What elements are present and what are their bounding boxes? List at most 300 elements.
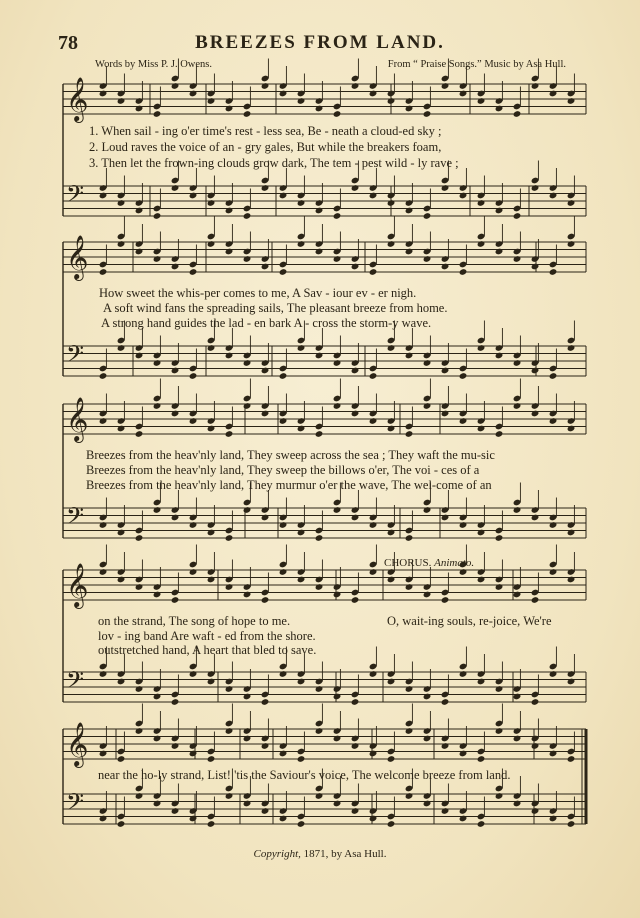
note-head — [549, 750, 558, 758]
note-head — [477, 240, 486, 248]
note-head — [387, 240, 396, 248]
note-head — [423, 110, 432, 118]
note-head — [279, 568, 288, 576]
note-head — [153, 110, 162, 118]
note-head — [171, 596, 180, 604]
note-head — [351, 184, 360, 192]
note-head — [405, 352, 414, 360]
note-head — [297, 97, 306, 105]
note-head — [477, 755, 486, 763]
note-head — [315, 534, 324, 542]
note-head — [531, 184, 540, 192]
note-head — [495, 105, 504, 113]
page-number: 78 — [58, 32, 78, 54]
note-head — [459, 372, 468, 380]
note-head — [279, 521, 288, 529]
note-head — [549, 417, 558, 425]
note-head — [423, 506, 432, 514]
chorus-lyric-line: O, wait-ing souls, re-joice, We're — [387, 614, 552, 628]
note-head — [513, 359, 522, 367]
note-head — [99, 521, 108, 529]
note-head — [351, 263, 360, 271]
note-head — [477, 97, 486, 105]
note-head — [279, 750, 288, 758]
note-head — [153, 402, 162, 410]
bass-clef: 𝄢 — [66, 502, 85, 535]
note-head — [279, 268, 288, 276]
note-head — [387, 576, 396, 584]
note-head — [261, 698, 270, 706]
note-head — [387, 425, 396, 433]
note-head — [135, 207, 144, 215]
note-head — [261, 807, 270, 815]
note-head — [225, 430, 234, 438]
note-head — [387, 678, 396, 686]
lyric-line: lov - ing band Are waft - ed from the shore. — [98, 629, 316, 643]
note-head — [459, 417, 468, 425]
note-head — [531, 698, 540, 706]
note-head — [261, 742, 270, 750]
lyric-line: near the ho-ly strand, List! 'tis the Saviour's voice, The welcome breeze from land. — [98, 768, 511, 782]
note-head — [171, 263, 180, 271]
note-head — [405, 105, 414, 113]
note-head — [567, 199, 576, 207]
note-head — [297, 199, 306, 207]
note-head — [513, 693, 522, 701]
note-head — [279, 90, 288, 98]
lyric-line: 2. Loud raves the voice of an - gry gales, But while the breakers foam, — [89, 140, 442, 154]
note-head — [369, 568, 378, 576]
lyric-line: Breezes from the heav'nly land, They sweep the billows o'er, The voi - ces of a — [86, 463, 480, 477]
note-head — [333, 255, 342, 263]
note-head — [261, 514, 270, 522]
note-head — [477, 678, 486, 686]
note-head — [405, 792, 414, 800]
note-head — [243, 735, 252, 743]
note-head — [423, 359, 432, 367]
note-head — [99, 815, 108, 823]
note-head — [351, 742, 360, 750]
note-head — [171, 514, 180, 522]
note-head — [117, 97, 126, 105]
note-head — [351, 698, 360, 706]
note-head — [513, 402, 522, 410]
note-head — [441, 410, 450, 418]
note-head — [135, 534, 144, 542]
note-head — [441, 263, 450, 271]
note-head — [207, 344, 216, 352]
note-head — [567, 529, 576, 537]
note-head — [351, 82, 360, 90]
note-head — [189, 670, 198, 678]
note-head — [567, 97, 576, 105]
note-head — [333, 800, 342, 808]
note-head — [153, 735, 162, 743]
note-head — [477, 820, 486, 828]
note-head — [99, 670, 108, 678]
note-head — [135, 727, 144, 735]
note-head — [387, 529, 396, 537]
note-head — [405, 727, 414, 735]
note-head — [567, 240, 576, 248]
treble-clef: 𝄞 — [66, 235, 89, 279]
note-head — [99, 417, 108, 425]
note-head — [333, 735, 342, 743]
note-head — [495, 685, 504, 693]
note-head — [423, 402, 432, 410]
note-head — [441, 514, 450, 522]
note-head — [351, 596, 360, 604]
note-head — [171, 698, 180, 706]
note-head — [513, 735, 522, 743]
note-head — [369, 521, 378, 529]
note-head — [495, 352, 504, 360]
bass-clef: 𝄢 — [66, 788, 85, 821]
note-head — [117, 425, 126, 433]
note-head — [441, 184, 450, 192]
note-head — [477, 344, 486, 352]
note-head — [531, 263, 540, 271]
note-head — [441, 742, 450, 750]
note-head — [567, 425, 576, 433]
note-head — [333, 212, 342, 220]
note-head — [315, 248, 324, 256]
note-head — [369, 670, 378, 678]
note-head — [495, 727, 504, 735]
note-head — [567, 678, 576, 686]
note-head — [369, 90, 378, 98]
note-head — [549, 521, 558, 529]
note-head — [315, 583, 324, 591]
note-head — [135, 248, 144, 256]
note-head — [117, 240, 126, 248]
note-head — [225, 248, 234, 256]
note-head — [369, 192, 378, 200]
note-head — [99, 750, 108, 758]
note-head — [261, 410, 270, 418]
note-head — [117, 820, 126, 828]
note-head — [459, 90, 468, 98]
note-head — [171, 367, 180, 375]
lyric-line: on the strand, The song of hope to me. — [98, 614, 291, 628]
note-head — [243, 591, 252, 599]
music-credit: From “ Praise Songs.” Music by Asa Hull. — [387, 59, 566, 70]
note-head — [261, 367, 270, 375]
note-head — [477, 576, 486, 584]
copyright-notice — [0, 848, 640, 860]
note-head — [315, 727, 324, 735]
note-head — [171, 410, 180, 418]
note-head — [279, 372, 288, 380]
note-head — [279, 417, 288, 425]
note-head — [189, 90, 198, 98]
note-head — [225, 792, 234, 800]
note-head — [189, 815, 198, 823]
treble-clef: 𝄞 — [66, 722, 89, 766]
bass-clef: 𝄢 — [66, 180, 85, 213]
note-head — [117, 755, 126, 763]
note-head — [351, 410, 360, 418]
note-head — [513, 212, 522, 220]
note-head — [243, 359, 252, 367]
note-head — [333, 359, 342, 367]
note-head — [171, 184, 180, 192]
note-head — [207, 199, 216, 207]
note-head — [297, 529, 306, 537]
note-head — [99, 268, 108, 276]
copyright-word: Copyright, — [253, 848, 301, 860]
note-head — [567, 755, 576, 763]
note-head — [531, 410, 540, 418]
note-head — [297, 755, 306, 763]
note-head — [495, 792, 504, 800]
note-head — [549, 372, 558, 380]
note-head — [405, 248, 414, 256]
note-head — [513, 506, 522, 514]
note-head — [513, 591, 522, 599]
note-head — [513, 110, 522, 118]
lyric-line: Breezes from the heav'nly land, They murmur o'er the wave, The wel-come of an — [86, 478, 492, 492]
note-head — [315, 352, 324, 360]
note-head — [369, 372, 378, 380]
note-head — [279, 815, 288, 823]
note-head — [153, 800, 162, 808]
note-head — [153, 255, 162, 263]
note-head — [225, 583, 234, 591]
note-head — [297, 576, 306, 584]
note-head — [531, 367, 540, 375]
note-head — [207, 678, 216, 686]
note-head — [189, 417, 198, 425]
note-head — [459, 568, 468, 576]
note-head — [279, 670, 288, 678]
note-head — [351, 807, 360, 815]
note-head — [189, 568, 198, 576]
note-head — [369, 417, 378, 425]
note-head — [549, 568, 558, 576]
note-head — [315, 430, 324, 438]
note-head — [153, 359, 162, 367]
note-head — [513, 800, 522, 808]
note-head — [297, 820, 306, 828]
note-head — [567, 820, 576, 828]
lyric-line: A strong hand guides the lad - en bark A - cross the storm-y wave. — [101, 316, 432, 330]
note-head — [207, 425, 216, 433]
note-head — [207, 97, 216, 105]
note-head — [369, 750, 378, 758]
note-head — [333, 110, 342, 118]
note-head — [531, 514, 540, 522]
note-head — [243, 110, 252, 118]
note-head — [549, 90, 558, 98]
note-head — [225, 685, 234, 693]
lyric-line: A soft wind fans the spreading sails, The pleasant breeze from home. — [103, 301, 448, 315]
note-head — [441, 596, 450, 604]
note-head — [117, 529, 126, 537]
note-head — [243, 212, 252, 220]
note-head — [333, 506, 342, 514]
note-head — [423, 255, 432, 263]
note-head — [369, 815, 378, 823]
note-head — [333, 402, 342, 410]
note-head — [261, 263, 270, 271]
note-head — [243, 800, 252, 808]
note-head — [549, 192, 558, 200]
note-head — [405, 583, 414, 591]
note-head — [153, 506, 162, 514]
note-head — [189, 268, 198, 276]
note-head — [315, 105, 324, 113]
note-head — [477, 425, 486, 433]
note-head — [567, 344, 576, 352]
note-head — [459, 750, 468, 758]
note-head — [261, 184, 270, 192]
note-head — [549, 815, 558, 823]
note-head — [207, 529, 216, 537]
note-head — [117, 678, 126, 686]
note-head — [477, 199, 486, 207]
note-head — [171, 82, 180, 90]
note-head — [423, 735, 432, 743]
note-head — [225, 727, 234, 735]
note-head — [495, 207, 504, 215]
note-head — [117, 344, 126, 352]
note-head — [441, 807, 450, 815]
lyric-line: outstretched hand, A heart that bled to save. — [98, 643, 317, 657]
note-head — [531, 742, 540, 750]
note-head — [405, 207, 414, 215]
note-head — [189, 750, 198, 758]
note-head — [189, 372, 198, 380]
note-head — [207, 820, 216, 828]
note-head — [369, 268, 378, 276]
chorus-heading — [384, 557, 474, 569]
note-head — [117, 576, 126, 584]
note-head — [405, 430, 414, 438]
note-head — [99, 192, 108, 200]
note-head — [153, 591, 162, 599]
note-head — [99, 372, 108, 380]
treble-clef: 𝄞 — [66, 397, 89, 441]
note-head — [315, 792, 324, 800]
lyric-line: Breezes from the heav'nly land, They sweep across the sea ; They waft the mu-sic — [86, 448, 495, 462]
lyric-line: How sweet the whis-per comes to me, A Sav - iour ev - er nigh. — [99, 286, 417, 300]
note-head — [387, 755, 396, 763]
hymn-title: BREEZES FROM LAND. — [195, 32, 445, 53]
note-head — [549, 268, 558, 276]
note-head — [243, 693, 252, 701]
note-head — [225, 352, 234, 360]
copyright-text: 1871, by Asa Hull. — [300, 848, 387, 860]
note-head — [567, 576, 576, 584]
note-head — [495, 248, 504, 256]
bass-clef: 𝄢 — [66, 340, 85, 373]
bass-clef: 𝄢 — [66, 666, 85, 699]
note-head — [135, 792, 144, 800]
note-head — [297, 678, 306, 686]
note-head — [423, 591, 432, 599]
note-head — [531, 82, 540, 90]
note-head — [531, 807, 540, 815]
note-head — [225, 105, 234, 113]
note-head — [333, 591, 342, 599]
note-head — [225, 207, 234, 215]
note-head — [279, 192, 288, 200]
tempo-marking: Animato. — [434, 557, 475, 569]
note-head — [423, 693, 432, 701]
note-head — [243, 402, 252, 410]
treble-clef: 𝄞 — [66, 563, 89, 607]
note-head — [117, 199, 126, 207]
note-head — [243, 255, 252, 263]
note-head — [441, 698, 450, 706]
note-head — [297, 425, 306, 433]
note-head — [297, 240, 306, 248]
note-head — [189, 192, 198, 200]
words-credit: Words by Miss P. J. Owens. — [95, 59, 213, 70]
note-head — [261, 596, 270, 604]
note-head — [135, 685, 144, 693]
note-head — [351, 514, 360, 522]
note-head — [495, 583, 504, 591]
note-head — [135, 583, 144, 591]
note-head — [207, 240, 216, 248]
note-head — [405, 685, 414, 693]
note-head — [135, 430, 144, 438]
note-head — [423, 800, 432, 808]
note-head — [441, 367, 450, 375]
note-head — [495, 534, 504, 542]
note-head — [387, 820, 396, 828]
note-head — [243, 506, 252, 514]
note-head — [171, 742, 180, 750]
note-head — [459, 670, 468, 678]
note-head — [315, 207, 324, 215]
note-head — [99, 90, 108, 98]
treble-clef: 𝄞 — [66, 77, 89, 121]
note-head — [513, 255, 522, 263]
note-head — [297, 344, 306, 352]
note-head — [549, 670, 558, 678]
note-head — [405, 534, 414, 542]
note-head — [261, 82, 270, 90]
note-head — [315, 685, 324, 693]
lyric-line: 1. When sail - ing o'er time's rest - less sea, Be - neath a cloud-ed sky ; — [89, 124, 442, 138]
note-head — [459, 521, 468, 529]
note-head — [135, 352, 144, 360]
note-head — [423, 212, 432, 220]
note-head — [171, 807, 180, 815]
note-head — [207, 576, 216, 584]
note-head — [333, 693, 342, 701]
note-head — [477, 529, 486, 537]
note-head — [189, 521, 198, 529]
note-head — [153, 212, 162, 220]
chorus-label: CHORUS. — [384, 557, 432, 569]
note-head — [531, 596, 540, 604]
note-head — [495, 430, 504, 438]
note-head — [207, 755, 216, 763]
note-head — [441, 82, 450, 90]
note-head — [459, 192, 468, 200]
note-head — [153, 693, 162, 701]
note-head — [351, 367, 360, 375]
note-head — [225, 534, 234, 542]
note-head — [99, 568, 108, 576]
note-head — [135, 105, 144, 113]
note-head — [459, 268, 468, 276]
lyric-line: 3. Then let the frown-ing clouds grow dark, The tem - pest wild - ly rave ; — [89, 156, 459, 170]
